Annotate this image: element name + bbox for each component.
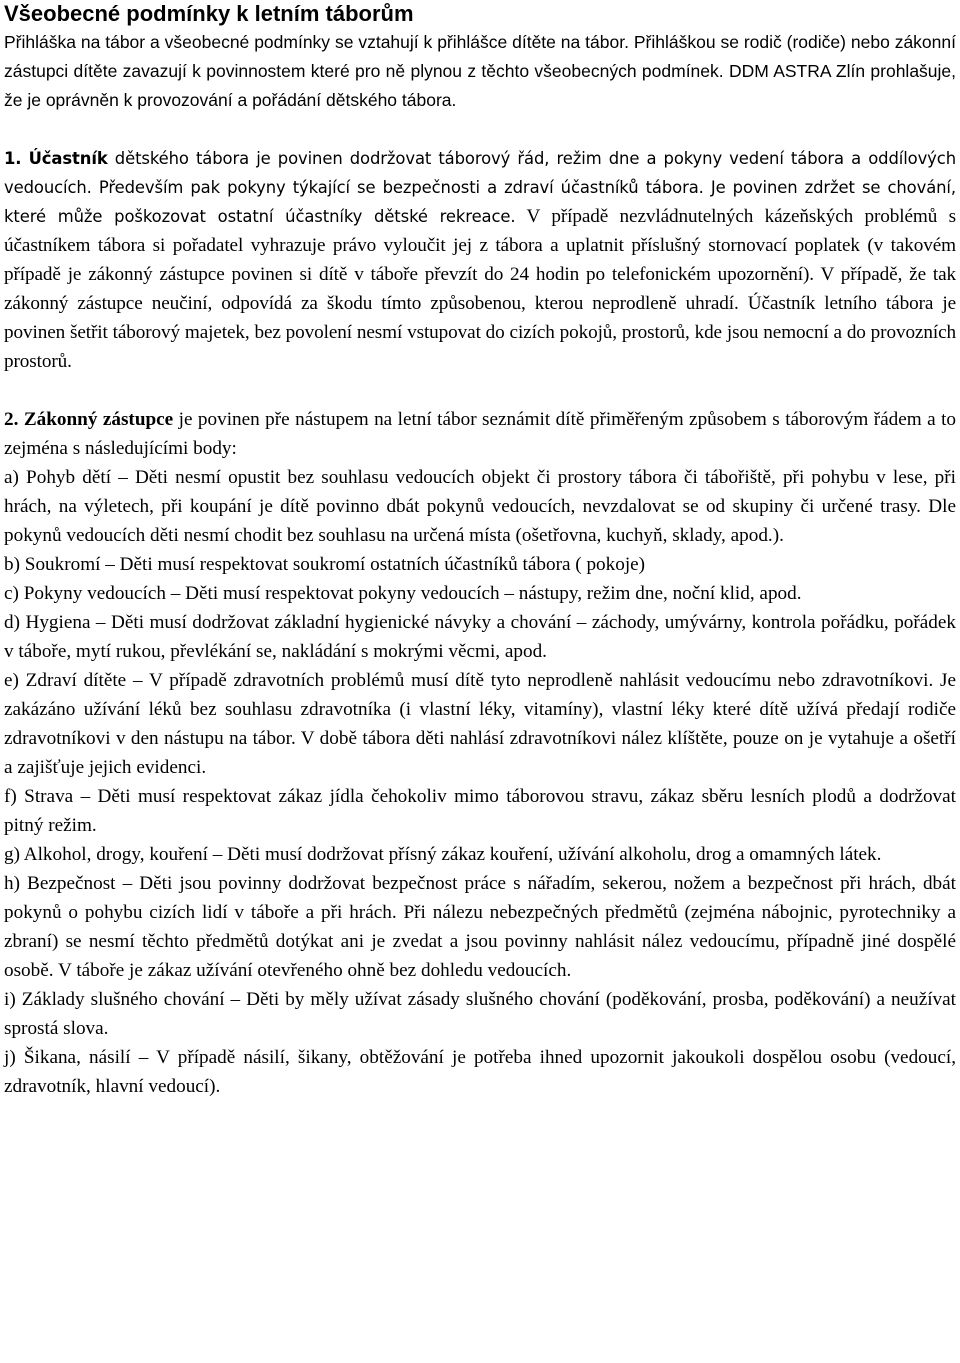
list-item-a: a) Pohyb dětí – Děti nesmí opustit bez souhlasu vedoucích objekt či prostory tábora či tábořiště, při pohybu v lese, při hrách, na výletech, při koupání je dítě povinno dbát pokynů vedoucích, nevzdalovat se od skupiny či určené trasy. Dle pokynů vedoucích děti nesmí chodit bez souhlasu na určená místa (ošetřovna, kuchyň, sklady, apod.).: [4, 467, 956, 546]
list-item-h: h) Bezpečnost – Děti jsou povinny dodržovat bezpečnost práce s nářadím, sekerou, nožem a bezpečnost při hrách, dbát pokynů o pohybu cizích lidí v táboře a při hrách. Při nálezu nebezpečných předmětů (zejména nábojnic, pyrotechniky a zbraní) se nesmí těchto předmětů dotýkat ani je zvedat a jsou povinny nahlásit nález vedoucímu, případně jiné dospělé osobě. V táboře je zákaz užívání otevřeného ohně bez dohledu vedoucích.: [4, 873, 956, 981]
section-2-heading: Zákonný zástupce: [23, 409, 174, 430]
intro-text-2: DDM ASTRA Zlín prohlašuje, že je oprávněn k provozování a pořádání dětského tábora.: [4, 61, 957, 110]
list-item-c: c) Pokyny vedoucích – Děti musí respektovat pokyny vedoucích – nástupy, režim dne, noční klid, apod.: [4, 583, 802, 604]
list-item-f: f) Strava – Děti musí respektovat zákaz jídla čehokoliv mimo táborovou stravu, zákaz sběru lesních plodů a dodržovat pitný režim.: [4, 786, 956, 836]
section-1-text-a: dětského tábora je povinen dodržovat táborový řád, režim dne a pokyny vedení tábora a oddílových vedoucích. Především pak pokyny týkající se bezpečnosti a zdraví účastníků tábora. Je povinen zdržet se chování, které může poškozovat ostatní účastníky dětské rekreace.: [4, 149, 956, 226]
section-2-intro-text: je povinen pře nástupem na letní tábor seznámit dítě přiměřeným způsobem s táborovým řádem a to zejména s následujícími body:: [4, 409, 957, 459]
list-item-g: g) Alkohol, drogy, kouření – Děti musí dodržovat přísný zákaz kouření, užívání alkoholu, drog a omamných látek.: [4, 844, 882, 865]
section-2-intro: [4, 405, 956, 463]
list-item-i: i) Základy slušného chování – Děti by měly užívat zásady slušného chování (poděkování, prosba, poděkování) a neužívat sprostá slova.: [4, 989, 956, 1039]
section-1-text-b: V případě nezvládnutelných kázeňských problémů s účastníkem tábora si pořadatel vyhrazuje právo vyloučit jej z tábora a uplatnit příslušný stornovací poplatek (v takovém případě je zákonný zástupce povinen si dítě v táboře převzít do 24 hodin po telefonickém upozornění). V případě, že tak zákonný zástupce neučiní, odpovídá za škodu tímto způsobenou, kterou neprodleně uhradí. Účastník letního tábora je povinen šetřit táborový majetek, bez povolení nesmí vstupovat do cizích pokojů, prostorů, kde jsou nemocní a do provozních prostorů.: [4, 206, 956, 372]
section-1-heading: Účastník: [28, 149, 108, 168]
list-item-e: e) Zdraví dítěte – V případě zdravotních problémů musí dítě tyto neprodleně nahlásit vedoucímu nebo zdravotníkovi. Je zakázáno užívání léků bez souhlasu zdravotníka (i vlastní léky, vitamíny), vlastní léky které dítě užívá předají rodiče zdravotníkovi v den nástupu na tábor. V době tábora děti nahlásí zdravotníkovi nález klíštěte, pouze on je vytahuje a ošetří a zajišťuje jejich evidenci.: [4, 670, 956, 778]
document-title: Všeobecné podmínky k letním táborům: [4, 1, 414, 26]
intro-text-1: Přihláška na tábor a všeobecné podmínky se vztahují k přihlášce dítěte na tábor. Přihláškou se rodič (rodiče) nebo zákonní zástupci dítěte zavazují k povinnostem které pro ně plynou z těchto všeobecných podmínek.: [4, 32, 956, 81]
spacer: [4, 376, 956, 405]
section-2-number: 2.: [4, 409, 19, 430]
spacer: [4, 115, 956, 144]
list-item-b: b) Soukromí – Děti musí respektovat soukromí ostatních účastníků tábora ( pokoje): [4, 554, 646, 575]
list-item-d: d) Hygiena – Děti musí dodržovat základní hygienické návyky a chování – záchody, umývárny, kontrola pořádku, pořádek v táboře, mytí rukou, převlékání se, nakládání s mokrými věcmi, apod.: [4, 612, 956, 662]
section-2: [4, 405, 956, 1101]
intro-paragraph: [4, 28, 956, 115]
section-1-paragraph: [4, 144, 956, 376]
list-item-j: j) Šikana, násilí – V případě násilí, šikany, obtěžování je potřeba ihned upozornit jakoukoli dospělou osobu (vedoucí, zdravotník, hlavní vedoucí).: [4, 1047, 956, 1097]
section-1-number: 1.: [4, 149, 22, 168]
